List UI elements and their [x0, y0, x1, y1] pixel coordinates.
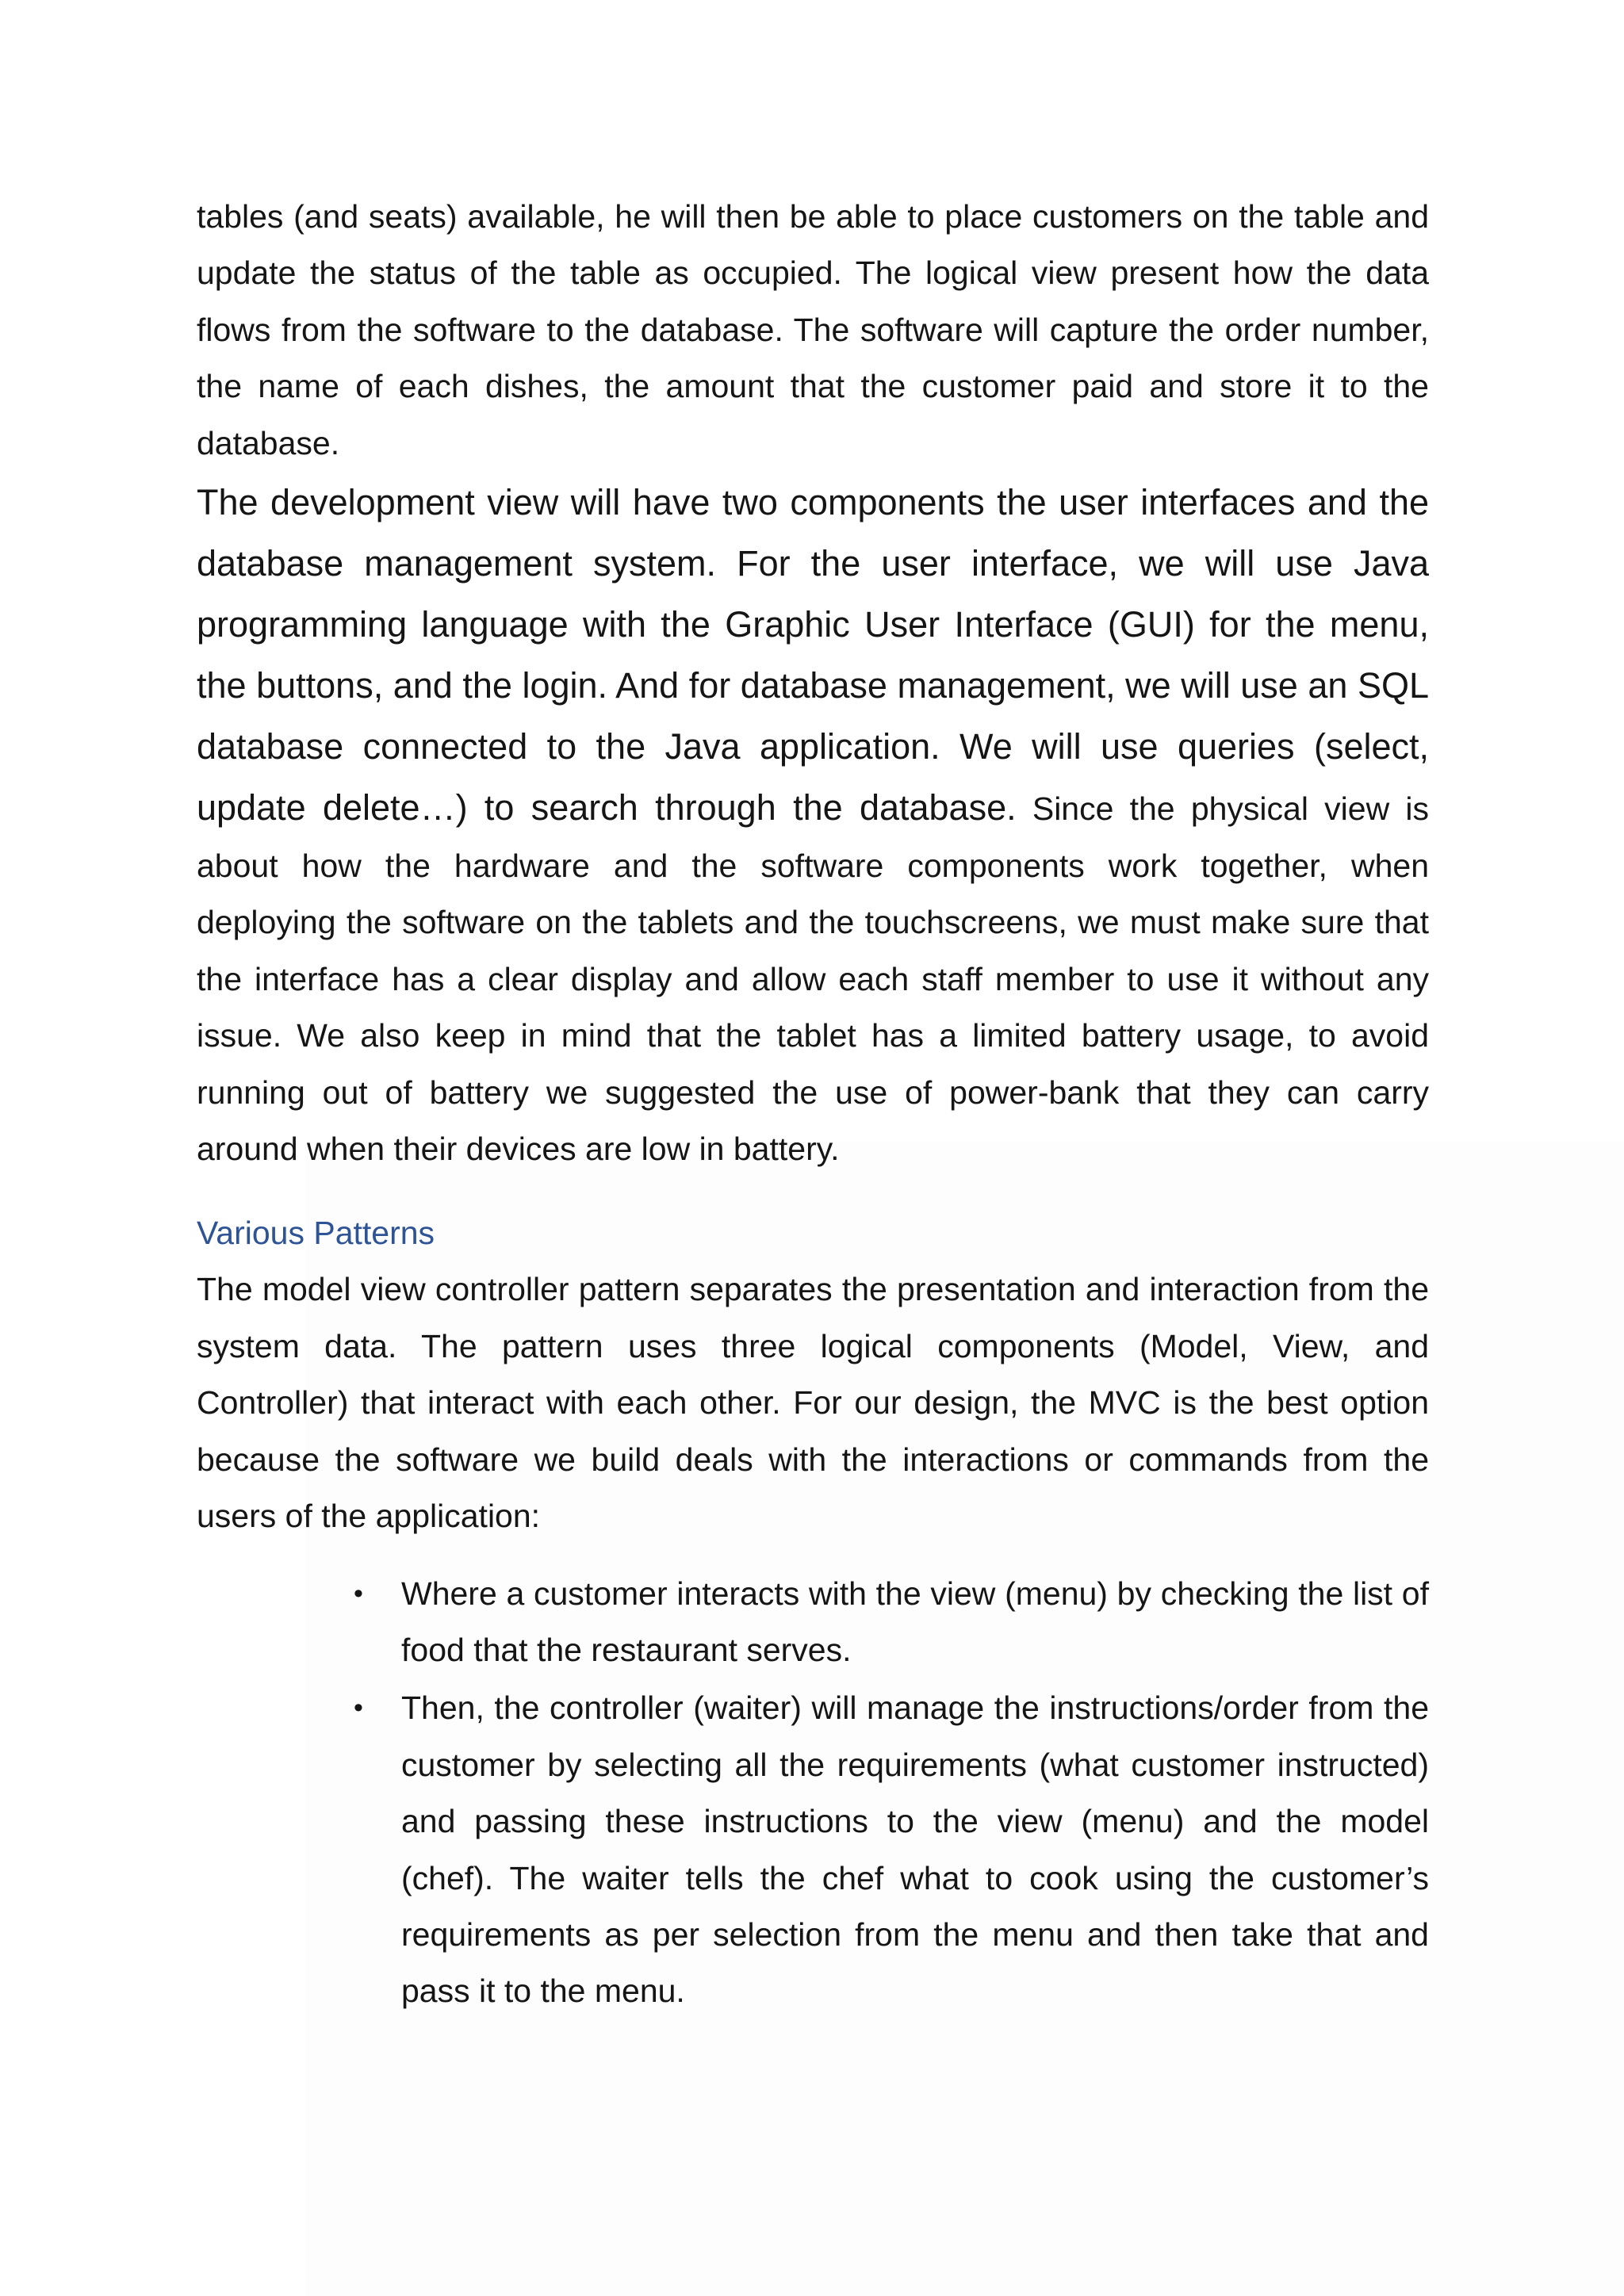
- bullet-list: [197, 1566, 1429, 2020]
- paragraph-physical-view-text: Since the physical view is about how the hardware and the software components work together, when deploying the software on the tablets and the touchscreens, we must make sure that the interface has a clear display and allow each staff member to use it without any issue. We also keep in mind that the tablet has a limited battery usage, to avoid running out of battery we suggested the use of power-bank that they can carry around when their devices are low in battery.: [197, 790, 1430, 1168]
- list-item-text: Then, the controller (waiter) will manage the instructions/order from the customer by selecting all the requirements (what customer instructed) and passing these instructions to the view (menu) and the model (chef). The waiter tells the chef what to cook using the customer’s requirements as per selection from the menu and then take that and pass it to the menu.: [401, 1689, 1429, 2010]
- paragraph-development-view-text: The development view will have two components the user interfaces and the database management system. For the user interface, we will use Java programming language with the Graphic User Interface (GUI) for the menu, the buttons, and the login. And for database management, we will use an SQL database connected to the Java application. We will use queries (select, update delete…) to search through the database.: [197, 482, 1429, 828]
- bullet-icon: •: [354, 1578, 363, 1609]
- section-heading: Various Patterns: [197, 1215, 435, 1252]
- document-body: [197, 189, 1429, 2022]
- paragraph-mvc: The model view controller pattern separates the presentation and interaction from the system data. The pattern uses three logical components (Model, View, and Controller) that interact with each other. For our design, the MVC is the best option because the software we build deals with the interactions or commands from the users of the application:: [197, 1271, 1429, 1535]
- list-item-text: Where a customer interacts with the view (menu) by checking the list of food that the restaurant serves.: [401, 1575, 1429, 1668]
- bullet-icon: •: [354, 1693, 363, 1724]
- list-item: [354, 1680, 1429, 2019]
- paragraph-logical-view-text: tables (and seats) available, he will then be able to place customers on the table and update the status of the table as occupied. The logical view present how the data flows from the software to the database. The software will capture the order number, the name of each dishes, the amount that the customer paid and store it to the database.: [197, 198, 1429, 461]
- paragraph-views: [197, 189, 1429, 1177]
- list-item: [354, 1566, 1429, 1679]
